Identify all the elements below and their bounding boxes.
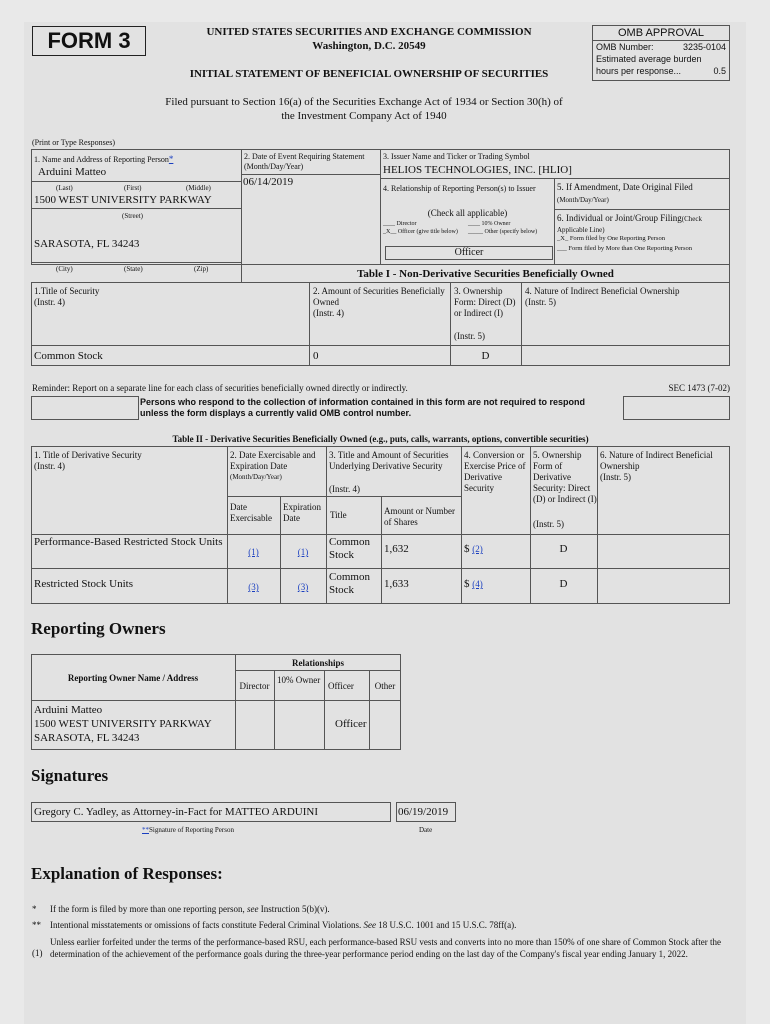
city-label: (City) (56, 265, 73, 273)
security-title: Common Stock (34, 350, 103, 362)
filed-pursuant-text-2: the Investment Company Act of 1940 (281, 110, 447, 122)
footnote-1-link[interactable]: (1) (297, 547, 309, 557)
exercise-price-2: $ (4) (464, 578, 483, 590)
table2-col6-header: 6. Nature of Indirect Beneficial Ownership (600, 450, 713, 471)
last-label: (Last) (56, 184, 73, 192)
signature-label: **Signature of Reporting Person (142, 826, 234, 834)
first-label: (First) (124, 184, 142, 192)
box5-sub-label: (Month/Day/Year) (557, 196, 609, 204)
table2-col5-sub: (Instr. 5) (533, 519, 564, 529)
state-label: (State) (124, 265, 143, 273)
underlying-shares-2: 1,633 (384, 578, 409, 590)
statement-title: INITIAL STATEMENT OF BENEFICIAL OWNERSHIP OF SECURITIES (189, 68, 549, 80)
omb-number-label: OMB Number: (596, 42, 654, 52)
table1-col4-sub: (Instr. 5) (525, 297, 556, 307)
zip-label: (Zip) (194, 265, 209, 273)
omb-burden-label: Estimated average burden (596, 54, 702, 64)
check-all-label: (Check all applicable) (427, 208, 508, 218)
omb-hours-label: hours per response... (596, 66, 682, 76)
footnote-3-link[interactable]: (3) (297, 582, 309, 592)
officer-title-value: Officer (385, 246, 553, 260)
omb-notice-line2: unless the form displays a currently valid OMB control number. (140, 408, 412, 418)
table2-col1-sub: (Instr. 4) (34, 461, 65, 471)
omb-approval-box (592, 25, 730, 81)
table2-title: Table II - Derivative Securities Beneficially Owned (e.g., puts, calls, warrants, options, convertible securities) (172, 434, 589, 444)
table1-col3-header: 3. Ownership Form: Direct (D) or Indirect (I) (454, 286, 516, 318)
omb-hours-value: 0.5 (713, 66, 726, 76)
owner-name: Arduini Matteo (34, 704, 103, 716)
explanation-mark-star: * (32, 904, 37, 914)
explanation-mark-double-star: ** (32, 920, 41, 930)
explanation-heading: Explanation of Responses: (31, 864, 223, 883)
print-note: (Print or Type Responses) (32, 138, 116, 147)
middle-label: (Middle) (186, 184, 211, 192)
footnote-1-mark: (1) (32, 948, 43, 958)
officer-checkbox[interactable]: _X__ Officer (give title below) (383, 229, 458, 235)
relationships-header: Relationships (291, 658, 344, 668)
owner-name-header: Reporting Owner Name / Address (67, 673, 199, 683)
table1-col2-header: 2. Amount of Securities Beneficially Owned (313, 286, 445, 307)
notice-right-box (623, 396, 730, 420)
table2-col4-header: 4. Conversion or Exercise Price of Derivative Security (464, 450, 526, 493)
table2-col2a-header: Date Exercisable (230, 502, 272, 523)
director-header: Director (239, 681, 270, 691)
notice-left-box (31, 396, 139, 420)
footnote-4-link[interactable]: (4) (472, 579, 483, 589)
table2-col2b-header: Expiration Date (283, 502, 321, 523)
box2-label: 2. Date of Event Requiring Statement (Month/Day/Year) (244, 152, 365, 171)
owner-city: SARASOTA, FL 34243 (34, 732, 140, 744)
table2-col1-header: 1. Title of Derivative Security (34, 450, 142, 460)
ten-pct-header: 10% Owner (277, 675, 321, 685)
reporting-person-name: Arduini Matteo (38, 166, 107, 178)
director-checkbox[interactable]: ____ Director (383, 221, 417, 227)
agency-name: UNITED STATES SECURITIES AND EXCHANGE COMMISSION (206, 26, 532, 38)
other-header: Other (374, 681, 396, 691)
omb-title: OMB APPROVAL (593, 26, 729, 41)
exercise-price-1: $ (2) (464, 543, 483, 555)
table2-col5-header: 5. Ownership Form of Derivative Security: Direct (D) or Indirect (I) (533, 450, 597, 504)
box4-label: 4. Relationship of Reporting Person(s) to Issuer (383, 184, 536, 193)
expiration-date-2 (280, 577, 326, 595)
table-row (31, 345, 730, 366)
reporting-owners-heading: Reporting Owners (31, 619, 166, 638)
ten-pct-owner-checkbox[interactable]: ____ 10% Owner (468, 221, 511, 227)
footnote-1-link[interactable]: (1) (248, 547, 259, 557)
table1-title: Table I - Non-Derivative Securities Beneficially Owned (357, 268, 614, 280)
derivative-title-2: Restricted Stock Units (34, 578, 133, 590)
footnote-1-text: Unless earlier forfeited under the terms of the performance-based RSU, each performance-based RSU vests and converts into no more than 150% of one share of Common Stock after the determination of the achievement of the performance goals during the three-year performance period ending on the last day of the Company's fiscal year ending January 1, 2022. (50, 937, 722, 959)
box1-star-link[interactable]: * (168, 154, 174, 164)
filing-option-one[interactable]: _X_ Form filed by One Reporting Person (557, 235, 665, 242)
street-value: 1500 WEST UNIVERSITY PARKWAY (34, 194, 212, 206)
table1-col1-header: 1.Title of Security (34, 286, 100, 296)
agency-location: Washington, D.C. 20549 (312, 40, 426, 52)
footnote-3-link[interactable]: (3) (248, 582, 259, 592)
date-exercisable-2 (227, 577, 280, 595)
omb-number-value: 3235-0104 (682, 42, 726, 52)
date-label: Date (419, 826, 433, 834)
form-page (24, 22, 746, 1024)
table1-col1-sub: (Instr. 4) (34, 297, 65, 307)
table2-col6-sub: (Instr. 5) (600, 472, 631, 482)
signature-date: 06/19/2019 (398, 806, 449, 818)
derivative-ownership-form-1: D (559, 543, 568, 555)
explanation-star-text: If the form is filed by more than one reporting person, see Instruction 5(b)(v). (50, 904, 330, 914)
filed-pursuant-text: Filed pursuant to Section 16(a) of the Securities Exchange Act of 1934 or Section 30(h) of (165, 96, 563, 108)
table2-col3b-header: Amount or Number of Shares (384, 506, 455, 527)
reminder-text: Reminder: Report on a separate line for each class of securities beneficially owned directly or indirectly. (32, 383, 408, 393)
filing-option-multiple[interactable]: ___ Form filed by More than One Reporting Person (557, 245, 693, 252)
event-date-value: 06/14/2019 (243, 176, 294, 188)
signer-name: Gregory C. Yadley, as Attorney-in-Fact for MATTEO ARDUINI (34, 806, 319, 818)
derivative-title-1: Performance-Based Restricted Stock Units (34, 536, 223, 548)
box1-label: 1. Name and Address of Reporting Person* (34, 154, 174, 164)
underlying-title-1: Common Stock (329, 536, 370, 561)
explanation-double-star-text: Intentional misstatements or omissions of facts constitute Federal Criminal Violations. See 18 U.S.C. 1001 and 15 U.S.C. 78ff(a). (50, 920, 517, 930)
double-star-link[interactable]: ** (142, 826, 149, 834)
table2-col3a-header: Title (330, 510, 347, 520)
form-label: FORM 3 (32, 26, 146, 56)
omb-notice-line1: Persons who respond to the collection of information contained in this form are not required to respond (140, 397, 586, 407)
box5-label: 5. If Amendment, Date Original Filed (557, 182, 693, 192)
city-value: SARASOTA, FL 34243 (34, 238, 140, 250)
owner-street: 1500 WEST UNIVERSITY PARKWAY (34, 718, 212, 730)
security-amount: 0 (313, 350, 319, 362)
table1-col4-header: 4. Nature of Indirect Beneficial Ownership (525, 286, 680, 296)
table2-col3-header: 3. Title and Amount of Securities Underlying Derivative Security (329, 450, 449, 471)
table2-col3-sub: (Instr. 4) (329, 484, 360, 494)
street-label: (Street) (122, 212, 143, 220)
footnote-2-link[interactable]: (2) (472, 544, 483, 554)
table1-col2-sub: (Instr. 4) (313, 308, 344, 318)
expiration-date-1 (280, 542, 326, 560)
underlying-title-2: Common Stock (329, 571, 370, 596)
table1-col3-sub: (Instr. 5) (454, 331, 485, 341)
sec-number: SEC 1473 (7-02) (668, 383, 730, 393)
other-checkbox[interactable]: _____ Other (specify below) (468, 229, 538, 235)
officer-header: Officer (328, 681, 354, 691)
ownership-form: D (481, 350, 490, 362)
signatures-heading: Signatures (31, 766, 109, 785)
date-exercisable-1 (227, 542, 280, 560)
owner-officer-value: Officer (335, 718, 367, 730)
issuer-name: HELIOS TECHNOLOGIES, INC. [HLIO] (383, 164, 572, 176)
box3-label: 3. Issuer Name and Ticker or Trading Symbol (383, 152, 530, 161)
table2-col2-header: 2. Date Exercisable and Expiration Date (230, 450, 316, 471)
table2-col2-sub: (Month/Day/Year) (230, 473, 282, 481)
box6-label: 6. Individual or Joint/Group Filing(Check Applicable Line) (557, 213, 702, 234)
underlying-shares-1: 1,632 (384, 543, 409, 555)
derivative-ownership-form-2: D (559, 578, 568, 590)
